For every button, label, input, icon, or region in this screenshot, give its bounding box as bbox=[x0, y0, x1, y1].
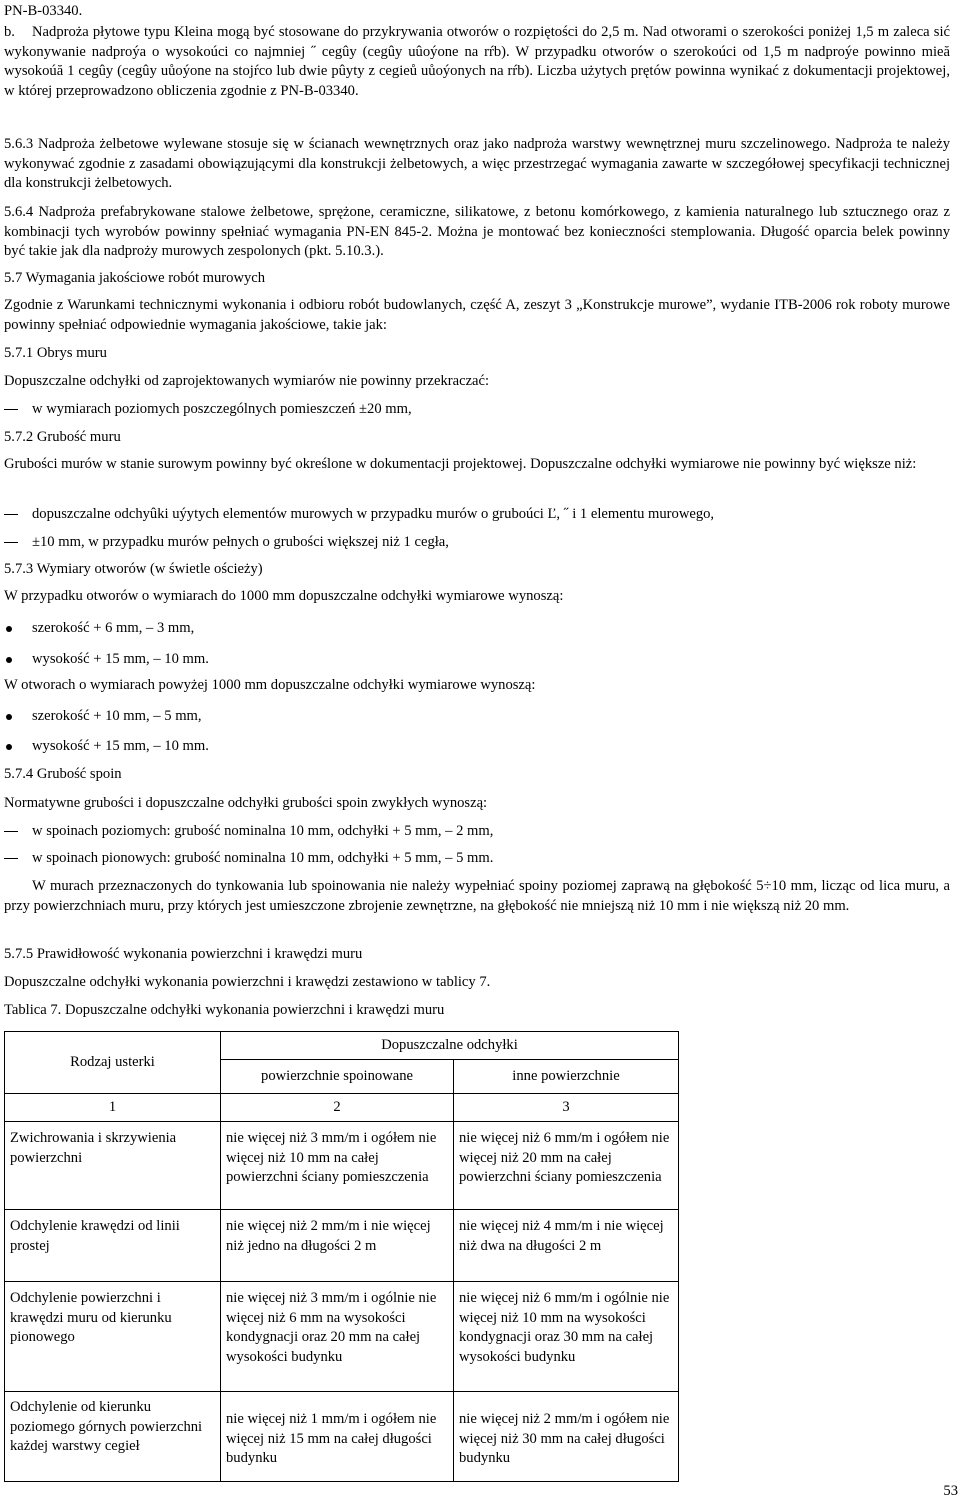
paragraph-b bbox=[4, 23, 950, 101]
bullet-item-text: wysokość + 15 mm, – 10 mm. bbox=[32, 651, 209, 667]
section-5-6-3 bbox=[4, 135, 950, 194]
table-header-defect-type: Rodzaj usterki bbox=[5, 1032, 221, 1094]
top-line: PN-B-03340. bbox=[4, 3, 83, 19]
table-header-allowed-deviations: Dopuszczalne odchyłki bbox=[221, 1032, 679, 1060]
table-row bbox=[5, 1282, 679, 1392]
table-cell-other: nie więcej niż 2 mm/m i ogółem nie więcej niż 30 mm na całej długości budynku bbox=[454, 1392, 679, 1482]
table-header-jointed-surfaces: powierzchnie spoinowane bbox=[221, 1060, 454, 1094]
section-5-7-1-text: Dopuszczalne odchyłki od zaprojektowanych wymiarów nie powinny przekraczać: bbox=[4, 373, 490, 389]
table-cell-defect: Odchylenie od kierunku poziomego górnych powierzchni każdej warstwy cegieł bbox=[5, 1392, 221, 1482]
section-5-7-4-text: Normatywne grubości i dopuszczalne odchyłki grubości spoin zwykłych wynoszą: bbox=[4, 795, 488, 811]
list-marker: b. bbox=[4, 24, 15, 40]
heading-5-7-5: 5.7.5 Prawidłowość wykonania powierzchni i krawędzi muru bbox=[4, 946, 363, 962]
section-5-7-text: Zgodnie z Warunkami technicznymi wykonania i odbioru robót budowlanych, część A, zeszyt 3 „Konstrukcje murowe”, wydanie ITB-2006 rok roboty murowe powinny spełniać odpowiednie wymagania jakościowe, takie jak: bbox=[4, 297, 950, 333]
bullet-item-text: szerokość + 6 mm, – 3 mm, bbox=[32, 620, 195, 636]
section-5-7-3-text-b: W otworach o wymiarach powyżej 1000 mm dopuszczalne odchyłki wymiarowe wynoszą: bbox=[4, 677, 536, 693]
bullet-item-text: szerokość + 10 mm, – 5 mm, bbox=[32, 708, 202, 724]
table-col-number: 2 bbox=[221, 1094, 454, 1122]
heading-5-7: 5.7 Wymagania jakościowe robót murowych bbox=[4, 270, 266, 286]
section-5-7-2 bbox=[4, 455, 950, 475]
dash-item-text: w wymiarach poziomych poszczególnych pomieszczeń ±20 mm, bbox=[32, 401, 412, 417]
section-5-7-2-text: Grubości murów w stanie surowym powinny być określone w dokumentacji projektowej. Dopuszczalne odchyłki wymiarowe nie powinny być większe niż: bbox=[4, 456, 917, 472]
dash-marker bbox=[4, 858, 18, 859]
dash-item-text: w spoinach poziomych: grubość nominalna 10 mm, odchyłki + 5 mm, – 2 mm, bbox=[32, 823, 494, 839]
section-5-7-4-paragraph: W murach przeznaczonych do tynkowania lub spoinowania nie należy wypełniać spoiny poziomej zaprawą na głębokość 5÷10 mm, licząc od lica muru, a przy powierzchniach muru, przy których jest umieszczone zbrojenie zewnętrzne, na głębokość nie mniejszą niż 10 mm i nie większą niż 20 mm. bbox=[4, 878, 950, 914]
table-header-other-surfaces: inne powierzchnie bbox=[454, 1060, 679, 1094]
heading-5-7-3: 5.7.3 Wymiary otworów (w świetle ościeży) bbox=[4, 561, 263, 577]
table-cell-jointed: nie więcej niż 3 mm/m i ogólnie nie więcej niż 6 mm na wysokości kondygnacji oraz 20 mm na całej wysokości budynku bbox=[221, 1282, 454, 1392]
section-5-7-5-text: Dopuszczalne odchyłki wykonania powierzchni i krawędzi zestawiono w tablicy 7. bbox=[4, 974, 491, 990]
dash-marker bbox=[4, 409, 18, 410]
table-cell-defect: Odchylenie krawędzi od linii prostej bbox=[5, 1210, 221, 1282]
table-col-number: 3 bbox=[454, 1094, 679, 1122]
table-cell-jointed: nie więcej niż 2 mm/m i nie więcej niż jedno na długości 2 m bbox=[221, 1210, 454, 1282]
deviation-table bbox=[4, 1031, 679, 1482]
bullet-marker bbox=[6, 626, 12, 632]
bullet-marker bbox=[6, 744, 12, 750]
bullet-marker bbox=[6, 714, 12, 720]
table-cell-other: nie więcej niż 6 mm/m i ogółem nie więcej niż 20 mm na całej powierzchni ściany pomieszczenia bbox=[454, 1122, 679, 1210]
dash-marker bbox=[4, 831, 18, 832]
bullet-item-text: wysokość + 15 mm, – 10 mm. bbox=[32, 738, 209, 754]
dash-marker bbox=[4, 514, 18, 515]
table-cell-defect: Odchylenie powierzchni i krawędzi muru od kierunku pionowego bbox=[5, 1282, 221, 1392]
section-5-6-3-text: 5.6.3 Nadproża żelbetowe wylewane stosuje się w ścianach wewnętrznych oraz jako nadproża warstwy wewnętrznej muru szczelinowego. Nadproża te należy wykonywać zgodnie z zasadami obowiązującymi dla konstrukcji żelbetowych, a więc przestrzegać wymagania zawarte w szczegółowej specyfikacji technicznej dla konstrukcji żelbetowych. bbox=[4, 136, 950, 191]
table-caption: Tablica 7. Dopuszczalne odchyłki wykonania powierzchni i krawędzi muru bbox=[4, 1002, 445, 1018]
section-5-7 bbox=[4, 296, 950, 335]
heading-5-7-1: 5.7.1 Obrys muru bbox=[4, 345, 107, 361]
heading-5-7-2: 5.7.2 Grubość muru bbox=[4, 429, 121, 445]
section-5-7-3-text-a: W przypadku otworów o wymiarach do 1000 mm dopuszczalne odchyłki wymiarowe wynoszą: bbox=[4, 588, 564, 604]
table-row bbox=[5, 1210, 679, 1282]
table-cell-defect: Zwichrowania i skrzywienia powierzchni bbox=[5, 1122, 221, 1210]
table-cell-jointed: nie więcej niż 3 mm/m i ogółem nie więcej niż 10 mm na całej powierzchni ściany pomieszczenia bbox=[221, 1122, 454, 1210]
dash-marker bbox=[4, 542, 18, 543]
section-5-6-4 bbox=[4, 203, 950, 262]
table-cell-other: nie więcej niż 4 mm/m i nie więcej niż dwa na długości 2 m bbox=[454, 1210, 679, 1282]
heading-5-7-4: 5.7.4 Grubość spoin bbox=[4, 766, 122, 782]
paragraph-b-text: Nadproża płytowe typu Kleina mogą być stosowane do przykrywania otworów o rozpiętości do 2,5 m. Nad otworami o szerokości poniżej 1,5 m zaleca sić wykonywanie nadproýa o wysokoúci co najmniej ˝ cegûy (cegûy uûoýone na rŕb). W przypadku otworów o szerokoúci od 1,5 m nadproýe powinno mieă wysokoúă 1 cegûy (cegûy uůoýone na stojŕco lub dwie pûyty z cegieů uůoýonych na rŕb). Liczba użytych prętów powinna wynikać z dokumentacji projektowej, w której przeprowadzono obliczenia zgodnie z PN-B-03340. bbox=[4, 24, 950, 99]
section-5-6-4-text: 5.6.4 Nadproża prefabrykowane stalowe żelbetowe, sprężone, ceramiczne, silikatowe, z betonu komórkowego, z kamienia naturalnego lub sztucznego oraz z kombinacji tych wyrobów powinny spełniać wymagania PN-EN 845-2. Można je montować bez konieczności stemplowania. Długość oparcia belek powinny być takie jak dla nadproży murowych zespolonych (pkt. 5.10.3.). bbox=[4, 204, 950, 259]
dash-item-text: ±10 mm, w przypadku murów pełnych o grubości większej niż 1 cegła, bbox=[32, 534, 449, 550]
bullet-marker bbox=[6, 657, 12, 663]
table-cell-other: nie więcej niż 6 mm/m i ogólnie nie więcej niż 10 mm na wysokości kondygnacji oraz 30 mm na całej wysokości budynku bbox=[454, 1282, 679, 1392]
table-row bbox=[5, 1392, 679, 1482]
table-col-number: 1 bbox=[5, 1094, 221, 1122]
dash-item-text: dopuszczalne odchyûki uýytych elementów murowych w przypadku murów o gruboúci Ľ, ˝ i 1 elementu murowego, bbox=[32, 506, 715, 522]
table-cell-jointed: nie więcej niż 1 mm/m i ogółem nie więcej niż 15 mm na całej długości budynku bbox=[221, 1392, 454, 1482]
dash-item-text: w spoinach pionowych: grubość nominalna 10 mm, odchyłki + 5 mm, – 5 mm. bbox=[32, 850, 494, 866]
table-row bbox=[5, 1122, 679, 1210]
section-5-7-4-text-b bbox=[4, 877, 950, 916]
page-number: 53 bbox=[943, 1483, 958, 1499]
